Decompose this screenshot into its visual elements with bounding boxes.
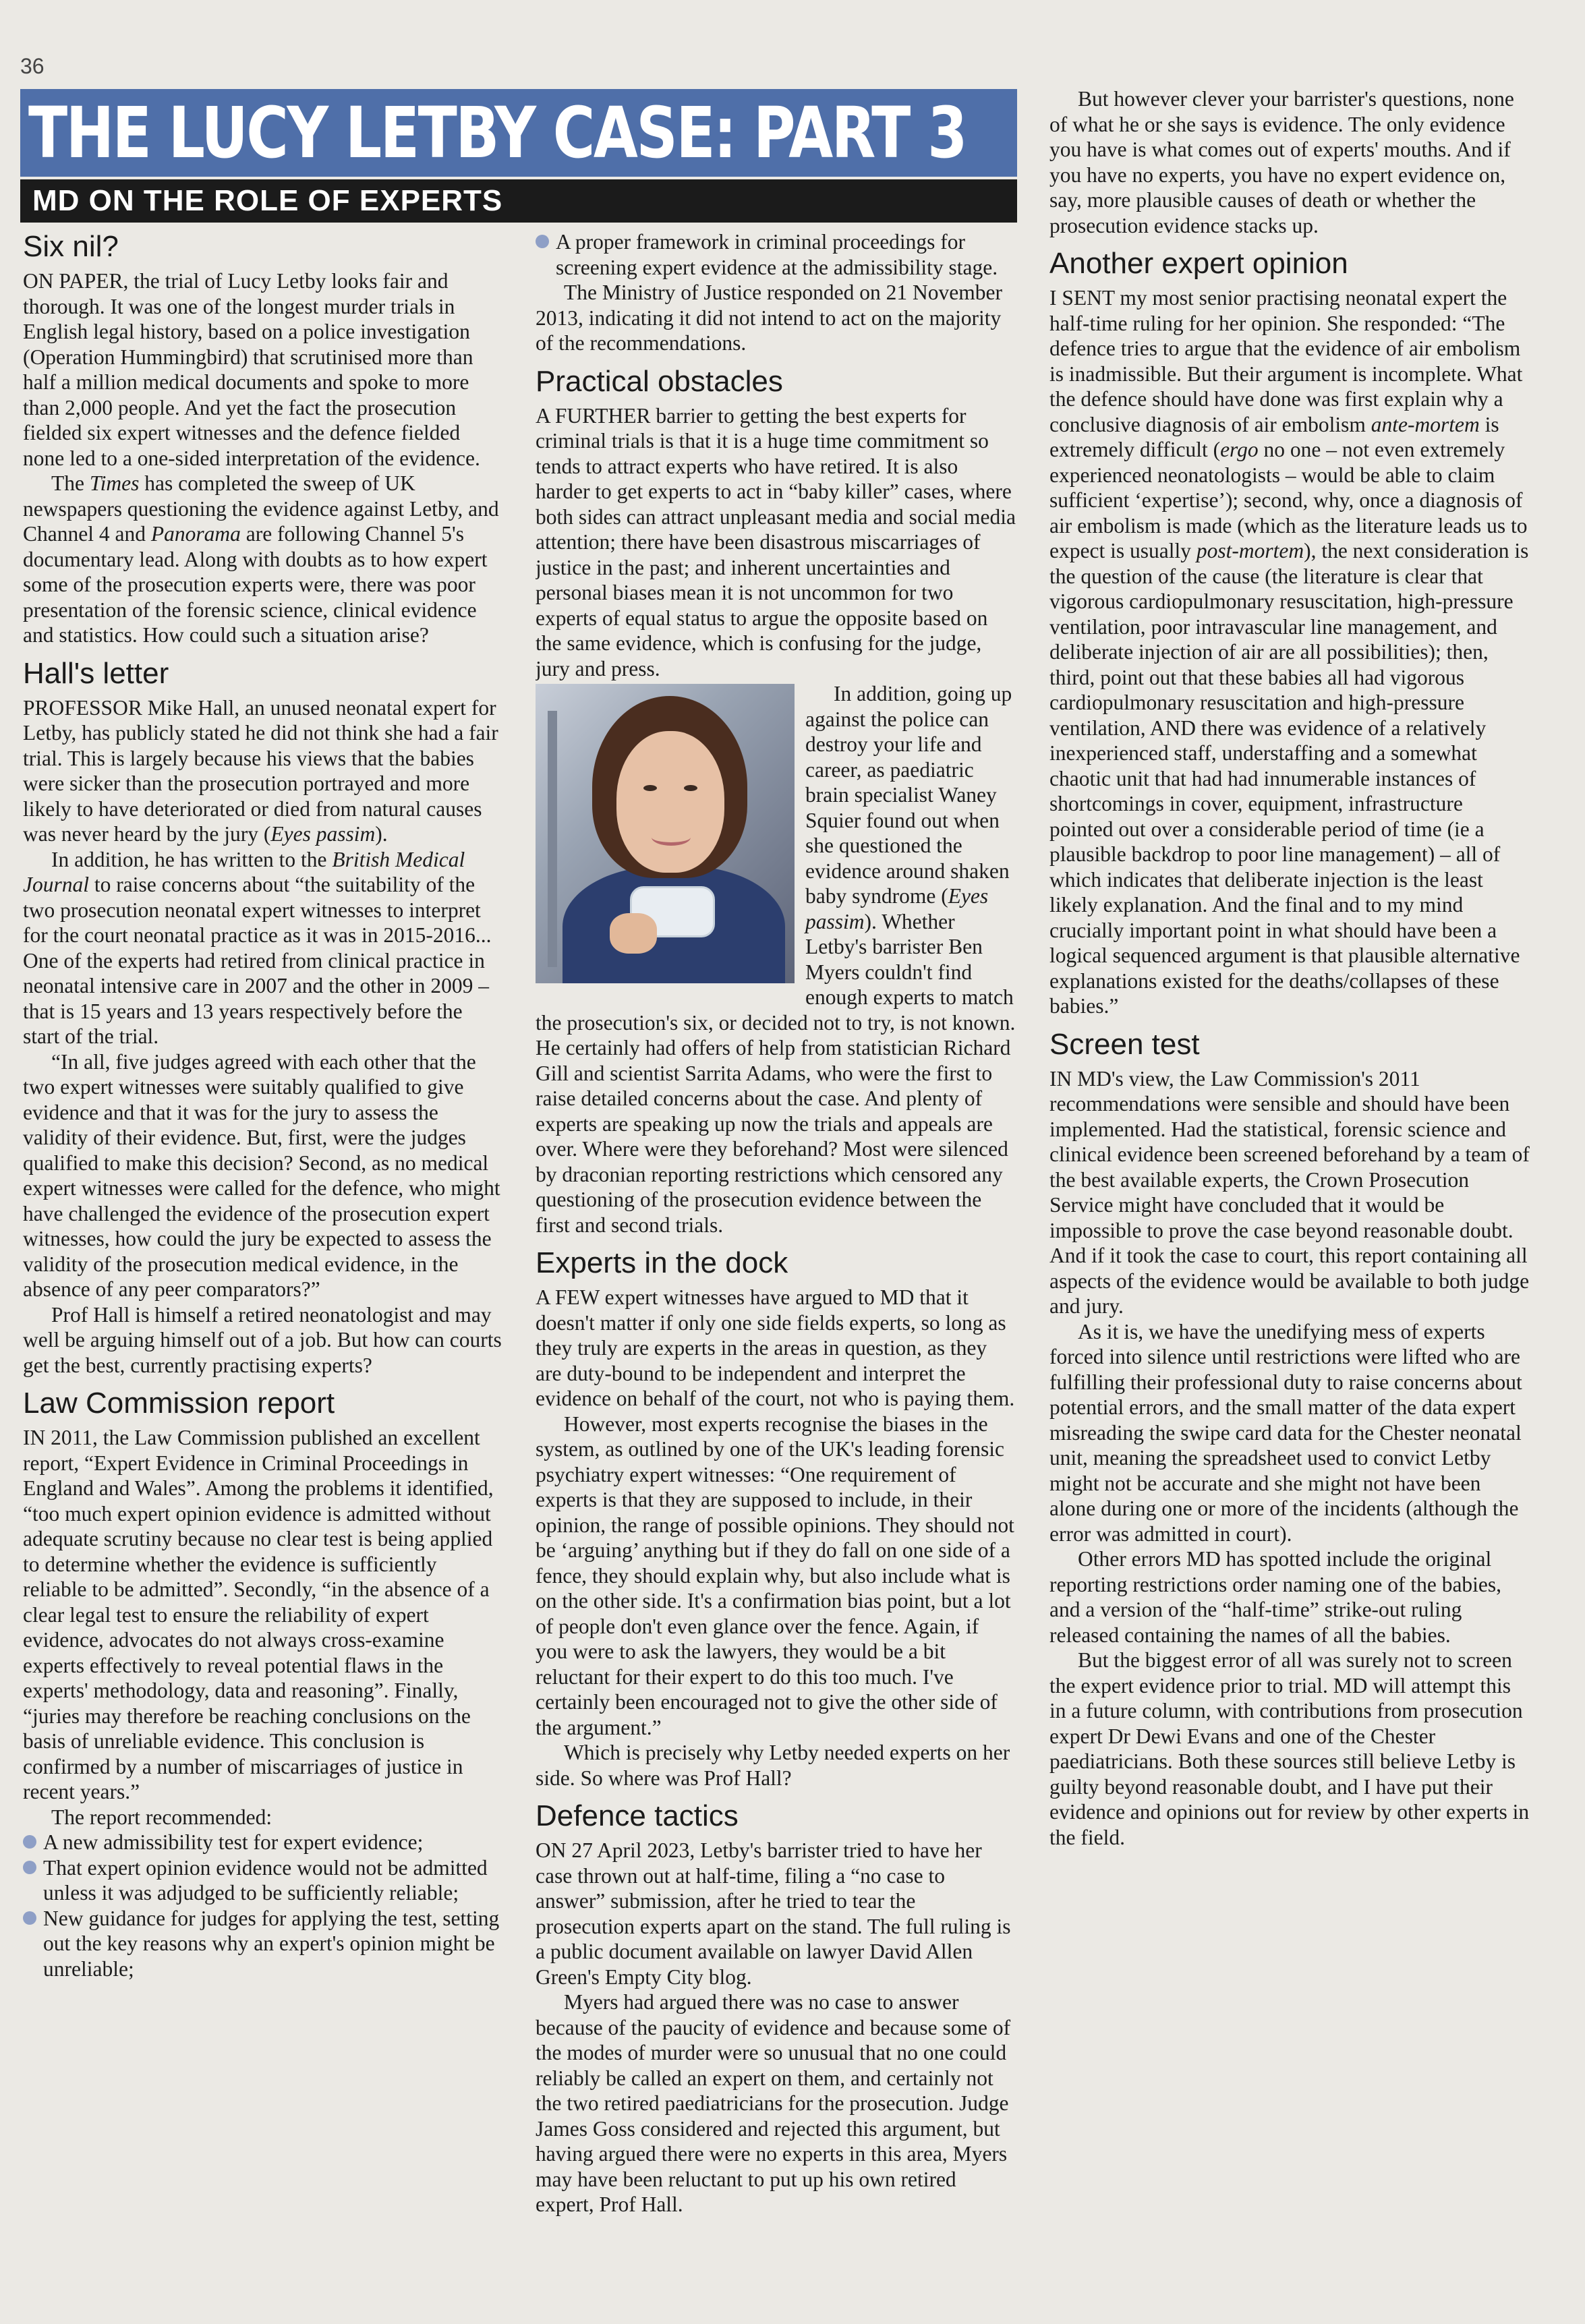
paragraph: The report recommended: [51, 1805, 272, 1829]
paragraph: The Ministry of Justice responded on 21 November 2013, indicating it did not intend to act on the majority of the recommendations. [536, 281, 1002, 355]
paragraph: However, most experts recognise the biases in the system, as outlined by one of the UK's leading forensic psychiatry expert witnesses: “One requirement of experts is that they are supposed to include, in their opinion, the range of possible opinions. They should not be ‘arguing’ anything but if they do fall on one side of a fence, they should explain why, but also include what is on the other side. It's a confirmation bias point, but a lot of people don't even glance over the fence. Again, if you were to ask the lawyers, they would be a bit reluctant for their expert to do this too much. I've certainly been encouraged not to give the other side of the argument.” [536, 1412, 1014, 1739]
heading-defence-tactics: Defence tactics [536, 1799, 739, 1832]
bullet-icon [23, 1861, 36, 1874]
paragraph: But however clever your barrister's questions, none of what he or she says is evidence. The only evidence you have is what comes out of experts' mouths. And if you have no experts, you have no expert evidence on, say, more plausible causes of death or whether the prosecution evidence stacks up. [1049, 87, 1514, 237]
heading-six-nil: Six nil? [23, 230, 119, 263]
paragraph: The Times has completed the sweep of UK newspapers questioning the evidence against Letby, and Channel 4 and Panorama are following Channel 5's documentary lead. Along with doubts as to how expert some of the prosecution experts were, there was poor presentation of the forensic science, clinical evidence and statistics. How could such a situation arise? [23, 471, 499, 647]
paragraph: ON 27 April 2023, Letby's barrister tried to have her case thrown out at half-time, filing a “no case to answer” submission, after he tried to tear the prosecution experts apart on the stand. The full ruling is a public document available on lawyer David Allen Green's Empty City blog. [536, 1838, 1011, 1989]
paragraph: But the biggest error of all was surely not to screen the expert evidence prior to trial. MD will attempt this in a future column, with contributions from prosecution expert Dr Dewi Evans and one of the Chester paediatricians. Both these sources still believe Letby is guilty beyond reasonable doubt, and I have put their evidence and opinions out for review by other experts in the field. [1049, 1648, 1530, 1849]
bullet-icon [23, 1835, 36, 1849]
paragraph: Prof Hall is himself a retired neonatologist and may well be arguing himself out of a job. But how can courts get the best, currently practising experts? [23, 1302, 502, 1377]
paragraph: A FURTHER barrier to getting the best experts for criminal trials is that it is a huge time commitment so tends to attract experts who have retired. It is also harder to get experts to act in “baby killer” cases, where both sides can attract unpleasant media and social media attention; there have been disastrous miscarriages of justice in the past; and inherent uncertainties and personal biases mean it is not uncommon for two experts of equal status to argue the opposite based on the same evidence, which is confusing for the judge, jury and press. [536, 403, 1016, 680]
article-title: THE LUCY LETBY CASE: PART 3 [28, 92, 966, 174]
paragraph: ON PAPER, the trial of Lucy Letby looks fair and thorough. It was one of the longest murder trials in English legal history, based on a police investigation (Operation Hummingbird) that scrutinised more than half a million medical documents and spoke to more than 2,000 people. And yet the fact the prosecution fielded six expert witnesses and the defence fielded none led to a one-sided interpretation of the evidence. [23, 269, 480, 470]
bullet-icon [536, 235, 549, 248]
paragraph: As it is, we have the unedifying mess of experts forced into silence until restrictions were lifted who are fulfilling their professional duty to raise concerns about potential errors, and the small matter of the data expert misreading the swipe card data for the Chester neonatal unit, meaning the spreadsheet used to convict Letby might not be accurate and she might not have been alone during one or more of the incidents (although the error was admitted in court). [1049, 1319, 1522, 1546]
paragraph: In addition, going up against the police can destroy your life and career, as paediatric brain specialist Waney Squier found out when she questioned the evidence around shaken baby syndrome (Eyes passim). Whether Letby's barrister Ben Myers couldn't find enough experts to match the prosecution's six, or decided not to try, is not known. He certainly had offers of help from statistician Richard Gill and scientist Sarrita Adams, who were the first to raise detailed concerns about the case. And plenty of experts are speaking up now the trials and appeals are over. Where were they beforehand? Most were silenced by draconian reporting restrictions which censored any questioning of the prosecution evidence between the first and second trials. [536, 682, 1016, 1237]
paragraph: Which is precisely why Letby needed experts on her side. So where was Prof Hall? [536, 1741, 1010, 1790]
subtitle-banner [20, 179, 1017, 223]
column-3 [1049, 86, 1530, 2253]
photo-lucy-letby [536, 684, 795, 983]
article-subtitle: MD ON THE ROLE OF EXPERTS [32, 184, 503, 217]
column-1 [23, 229, 503, 2253]
heading-practical-obstacles: Practical obstacles [536, 364, 783, 398]
heading-halls-letter: Hall's letter [23, 656, 169, 690]
paragraph: PROFESSOR Mike Hall, an unused neonatal expert for Letby, has publicly stated he did not think she had a fair trial. This is largely because his views that the babies were sicker than the prosecution portrayed and more likely to have deteriorated or died from natural causes was never heard by the jury (Eyes passim). [23, 695, 498, 846]
list-item: That expert opinion evidence would not be admitted unless it was adjudged to be sufficiently reliable; [23, 1855, 503, 1906]
title-banner [20, 89, 1017, 177]
heading-law-commission: Law Commission report [23, 1387, 335, 1420]
bullet-icon [23, 1911, 36, 1925]
paragraph: Other errors MD has spotted include the original reporting restrictions order naming one of the babies, and a version of the “half-time” strike-out ruling released containing the names of all the babies. [1049, 1547, 1502, 1647]
paragraph: “In all, five judges agreed with each other that the two expert witnesses were suitably qualified to give evidence and that it was for the jury to assess the validity of their evidence. But, first, were the judges qualified to make this decision? Second, as no medical expert witnesses were called for the defence, who might have challenged the evidence of the prosecution expert witnesses, how could the jury be expected to assess the validity of the prosecution medical evidence, in the absence of any peer comparators?” [23, 1049, 500, 1301]
list-item: A proper framework in criminal proceedings for screening expert evidence at the admissibility stage. [536, 229, 1016, 280]
paragraph: A FEW expert witnesses have argued to MD that it doesn't matter if only one side fields experts, so long as they truly are experts in the areas in question, as they are duty-bound to be independent and interpret the evidence on behalf of the court, not who is paying them. [536, 1285, 1015, 1410]
heading-another-expert: Another expert opinion [1049, 247, 1348, 280]
heading-screen-test: Screen test [1049, 1027, 1200, 1061]
column-2 [536, 229, 1016, 2253]
list-item: New guidance for judges for applying the test, setting out the key reasons why an expert's opinion might be unreliable; [23, 1906, 503, 1982]
paragraph: IN MD's view, the Law Commission's 2011 recommendations were sensible and should have been implemented. Had the statistical, forensic science and clinical evidence been screened beforehand by a team of the best available experts, the Crown Prosecution Service might have concluded that it would be impossible to prove the case beyond reasonable doubt. And if it took the case to court, this report containing all aspects of the evidence would be available to both judge and jury. [1049, 1066, 1530, 1318]
paragraph: In addition, he has written to the British Medical Journal to raise concerns about “the suitability of the two prosecution neonatal expert witnesses to interpret for the court neonatal practice as it was in 2015-2016... One of the experts had retired from clinical practice in neonatal intensive care in 2007 and the other in 2009 – that is 15 years and 13 years respectively before the start of the trial. [23, 847, 492, 1048]
paragraph: IN 2011, the Law Commission published an excellent report, “Expert Evidence in Criminal Proceedings in England and Wales”. Among the problems it identified, “too much expert opinion evidence is admitted without adequate scrutiny because no clear test is being applied to determine whether the evidence is sufficiently reliable to be admitted”. Secondly, “in the absence of a clear legal test to ensure the reliability of expert evidence, advocates do not always cross-examine experts effectively to reveal potential flaws in the experts' methodology, data and reasoning”. Finally, “juries may therefore be reaching conclusions on the basis of unreliable evidence. This conclusion is confirmed by a number of miscarriages of justice in recent years.” [23, 1426, 494, 1803]
list-item: A new admissibility test for expert evidence; [23, 1830, 503, 1855]
page-number: 36 [20, 54, 45, 78]
paragraph: Myers had argued there was no case to answer because of the paucity of evidence and because some of the modes of murder were so unusual that no one could reliably be called an expert on them, and certainly not the two retired paediatricians for the prosecution. Judge James Goss considered and rejected this argument, but having argued there were no experts in this area, Myers may have been reluctant to put up his own retired expert, Prof Hall. [536, 1990, 1011, 2216]
paragraph: I SENT my most senior practising neonatal expert the half-time ruling for her opinion. She responded: “The defence tries to argue that the evidence of air embolism is inadmissible. But their argument is incomplete. What the defence should have done was first explain why a conclusive diagnosis of air embolism ante-mortem is extremely difficult (ergo no one – not even extremely experienced neonatologists – would be able to claim sufficient ‘expertise’); second, why, once a diagnosis of air embolism is made (which as the literature leads us to expect is usually post-mortem), the next consideration is the question of the cause (the literature is clear that vigorous cardiopulmonary resuscitation, high-pressure ventilation, poor intravascular line management, and deliberate injection of air are all possibilities); then, third, point out that these babies all had vigorous cardiopulmonary resuscitation and high-pressure ventilation, AND there was evidence of a relatively inexperienced staff, understaffing and a somewhat chaotic unit that had had innumerable instances of shortcomings in cover, equipment, infrastructure pointed out over a considerable period of time (ie a plausible backdrop to poor line management) – all of which indicates that deliberate injection is the least likely explanation. And the final and to my mind crucially important point in what should have been a logical sequenced argument is that plausible alternative explanations existed for the deaths/collapses of these babies.” [1049, 286, 1529, 1018]
heading-experts-in-dock: Experts in the dock [536, 1246, 788, 1279]
